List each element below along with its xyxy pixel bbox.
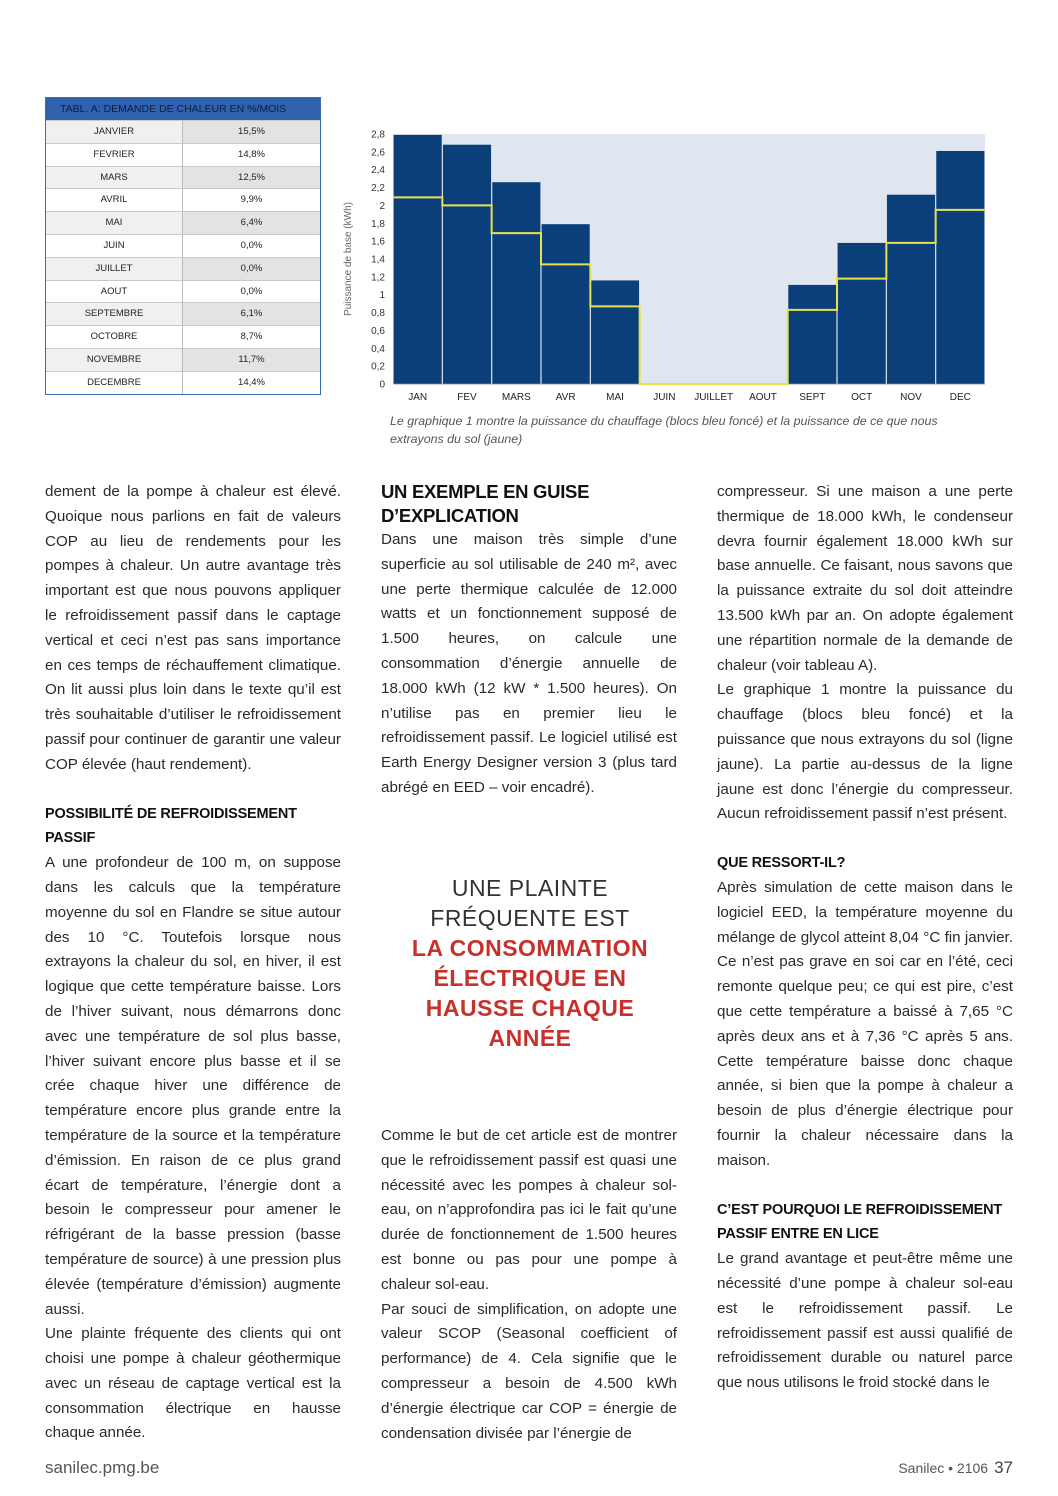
month-cell: JANVIER	[46, 120, 183, 143]
section-heading: C’EST POURQUOI LE REFROIDISSEMENT PASSIF ENTRE EN LICE	[717, 1201, 1003, 1243]
y-tick-label: 2,8	[371, 129, 385, 141]
y-tick-label: 1	[379, 290, 385, 302]
issue-label: Sanilec • 2106	[898, 1460, 989, 1476]
month-cell: AOUT	[46, 280, 183, 303]
y-tick-label: 0	[379, 379, 385, 391]
column-2-lower	[381, 1124, 677, 1446]
value-cell: 0,0%	[183, 257, 320, 280]
table-row	[46, 325, 320, 348]
paragraph: Le grand avantage et peut-être même une nécessité d’une pompe à chaleur sol-eau est le refroidissement passif. Le refroidissement passif est aussi qualifié de refroidissement durable ou naturel parce que nous utilisons le froid stocké dans le	[717, 1250, 1013, 1392]
column-1	[45, 480, 341, 1446]
y-tick-label: 1,8	[371, 218, 385, 230]
section-heading: UN EXEMPLE EN GUISE D’EXPLICATION	[381, 481, 590, 526]
x-tick-label: OCT	[851, 392, 873, 403]
y-tick-label: 0,2	[371, 361, 385, 373]
y-tick-label: 0,6	[371, 325, 385, 337]
month-cell: AVRIL	[46, 188, 183, 211]
x-tick-label: SEPT	[799, 392, 826, 403]
value-cell: 11,7%	[183, 348, 320, 371]
value-cell: 12,5%	[183, 166, 320, 189]
y-tick-label: 1,4	[371, 254, 385, 266]
value-cell: 8,7%	[183, 325, 320, 348]
value-cell: 14,4%	[183, 371, 320, 394]
heating-bar	[394, 135, 442, 384]
month-cell: NOVEMBRE	[46, 348, 183, 371]
paragraph: Comme le but de cet article est de montrer que le refroidissement passif est quasi une nécessité avec les pompes à chaleur sol-eau, on n’approfondira pas ici le fait qu’une durée de fonctionnement de 1.500 heures est bonne ou pas pour une pompe à chaleur sol-eau.	[381, 1127, 677, 1293]
y-tick-label: 1,6	[371, 236, 385, 248]
paragraph: Par souci de simplification, on adopte une valeur SCOP (Seasonal coefficient of performance) de 4. Cela signifie que le compresseur a besoin de 4.500 kWh d’énergie électrique car COP = énergie de condensation divisée par l’énergie de	[381, 1300, 677, 1442]
paragraph: Une plainte fréquente des clients qui ont choisi une pompe à chaleur géothermique avec un réseau de captage vertical est la consommation électrique en hausse chaque année.	[45, 1325, 341, 1442]
heating-bar	[542, 224, 590, 384]
x-tick-label: FEV	[457, 392, 477, 403]
chart-caption: Le graphique 1 montre la puissance du chauffage (blocs bleu foncé) et la puissance de ce que nous extrayons du sol (jaune)	[390, 414, 938, 446]
table-row	[46, 257, 320, 280]
pull-quote-highlight: ÉLECTRIQUE EN	[433, 965, 627, 991]
x-tick-label: JAN	[408, 392, 428, 403]
y-tick-label: 0,8	[371, 308, 385, 320]
value-cell: 9,9%	[183, 188, 320, 211]
pull-quote-highlight: ANNÉE	[488, 1025, 572, 1051]
x-tick-label: DEC	[949, 392, 971, 403]
pull-quote	[381, 873, 679, 1053]
y-tick-label: 2,4	[371, 165, 385, 177]
pull-quote-highlight: LA CONSOMMATION	[411, 935, 649, 961]
table-row	[46, 143, 320, 166]
heating-bar	[492, 182, 540, 384]
paragraph: A une profondeur de 100 m, on suppose dans les calculs que la température moyenne du sol en Flandre se situe autour des 10 °C. Toutefois lorsque nous extrayons la chaleur du sol, en hiver, il est logique que cette température baisse. Lors de l’hiver suivant, nous démarrons donc avec une température de sol plus basse, l’hiver suivant encore plus basse et il se crée chaque hiver une différence de température encore plus grande entre la température de la source et la température d’émission. En raison de ce plus grand écart de température, l’énergie dont a besoin le compresseur pour amener le réfrigérant de la basse pression (basse température de source) à une pression plus élevée (température d’émission) augmente aussi.	[45, 854, 341, 1318]
month-cell: MARS	[46, 166, 183, 189]
value-cell: 0,0%	[183, 234, 320, 257]
y-axis-label: Puissance de base (kWh)	[343, 202, 354, 316]
chart-svg	[340, 124, 990, 414]
paragraph: compresseur. Si une maison a une perte thermique de 18.000 kWh, le condenseur devra fournir également 18.000 kWh sur base annuelle. Ce faisant, nous savons que la puissance extraite du sol doit atteindre 13.500 kWh par an. On adopte également une répartition normale de la demande de chaleur (voir tableau A).	[717, 483, 1013, 674]
heating-bar	[887, 195, 935, 384]
x-tick-label: AVR	[555, 392, 576, 403]
column-2	[381, 480, 677, 801]
section-heading: QUE RESSORT-IL?	[717, 855, 846, 872]
section-heading: POSSIBILITÉ DE REFROIDISSEMENT PASSIF	[45, 805, 297, 847]
y-tick-label: 1,2	[371, 272, 385, 284]
table-body	[46, 120, 320, 394]
table-row	[46, 211, 320, 234]
x-tick-label: NOV	[900, 392, 922, 403]
paragraph: Dans une maison très simple d’une superficie au sol utilisable de 240 m², avec une perte thermique calculée de 12.000 watts et un fonctionnement supposé de 1.500 heures, on calcule une consommation d’énergie annuelle de 18.000 kWh (12 kW * 1.500 heures). On n’utilise pas en premier lieu le refroidissement passif. Le logiciel utilisé est Earth Energy Designer version 3 (plus tard abrégé en EED – voir encadré).	[381, 531, 677, 796]
y-tick-label: 2	[379, 200, 385, 212]
month-cell: OCTOBRE	[46, 325, 183, 348]
paragraph: dement de la pompe à chaleur est élevé. Quoique nous parlions en fait de valeurs COP au lieu de rendements pour les pompes à chaleur. Un autre avantage très important est que nous pouvons appliquer le refroidissement passif dans le captage vertical et ceci n’est pas sans importance en ces temps de réchauffement climatique. On lit aussi plus loin dans le texte qu’il est très souhaitable d’utiliser le refroidissement passif pour continuer de garantir une valeur COP élevée (haut rendement).	[45, 483, 341, 773]
paragraph: Le graphique 1 montre la puissance du chauffage (blocs bleu foncé) et la puissance que nous extrayons du sol (ligne jaune). La partie au-dessus de la ligne jaune est donc l’énergie du compresseur. Aucun refroidissement passif n’est présent.	[717, 681, 1013, 823]
website-link[interactable]: sanilec.pmg.be	[45, 1458, 160, 1477]
pull-quote-line: FRÉQUENTE EST	[430, 905, 630, 931]
x-tick-label: MARS	[501, 392, 531, 403]
month-cell: JUILLET	[46, 257, 183, 280]
heating-bar	[788, 285, 836, 384]
heating-power-chart	[340, 124, 990, 414]
table-row	[46, 302, 320, 325]
value-cell: 6,1%	[183, 302, 320, 325]
month-cell: MAI	[46, 211, 183, 234]
table-row	[46, 166, 320, 189]
heating-bar	[591, 280, 639, 384]
table-row	[46, 234, 320, 257]
heating-bar	[936, 151, 984, 384]
value-cell: 6,4%	[183, 211, 320, 234]
heating-bar	[443, 145, 491, 384]
pull-quote-line: UNE PLAINTE	[451, 875, 609, 901]
month-cell: DECEMBRE	[46, 371, 183, 394]
month-cell: JUIN	[46, 234, 183, 257]
x-tick-label: JUILLET	[694, 392, 734, 403]
table-row	[46, 188, 320, 211]
y-tick-label: 2,6	[371, 147, 385, 159]
table-title: TABL. A: DEMANDE DE CHALEUR EN %/MOIS	[46, 98, 320, 120]
x-tick-label: AOUT	[749, 392, 777, 403]
month-cell: FEVRIER	[46, 143, 183, 166]
table-row	[46, 371, 320, 394]
page-footer	[898, 1458, 1013, 1478]
value-cell: 15,5%	[183, 120, 320, 143]
heat-demand-table	[45, 97, 321, 395]
x-tick-label: JUIN	[653, 392, 676, 403]
pull-quote-highlight: HAUSSE CHAQUE	[425, 995, 635, 1021]
y-tick-label: 0,4	[371, 343, 385, 355]
x-tick-label: MAI	[606, 392, 624, 403]
table-row	[46, 348, 320, 371]
y-tick-label: 2,2	[371, 183, 385, 195]
value-cell: 14,8%	[183, 143, 320, 166]
table-row	[46, 120, 320, 143]
month-cell: SEPTEMBRE	[46, 302, 183, 325]
table-row	[46, 280, 320, 303]
value-cell: 0,0%	[183, 280, 320, 303]
column-3	[717, 480, 1013, 1396]
paragraph: Après simulation de cette maison dans le logiciel EED, la température moyenne du mélange de glycol atteint 8,04 °C fin janvier. Ce n’est pas grave en soi car en l’été, ceci remonte quelque peu; ce qui est pire, c’est que cette température a baissé à 7,65 °C après deux ans et à 7,36 °C après 5 ans. Cette température baisse donc chaque année, si bien que la pompe à chaleur a besoin de plus d’énergie électrique pour fournir la chaleur nécessaire dans la maison.	[717, 878, 1013, 1169]
heating-bar	[838, 243, 886, 384]
page-number: 37	[994, 1458, 1013, 1477]
